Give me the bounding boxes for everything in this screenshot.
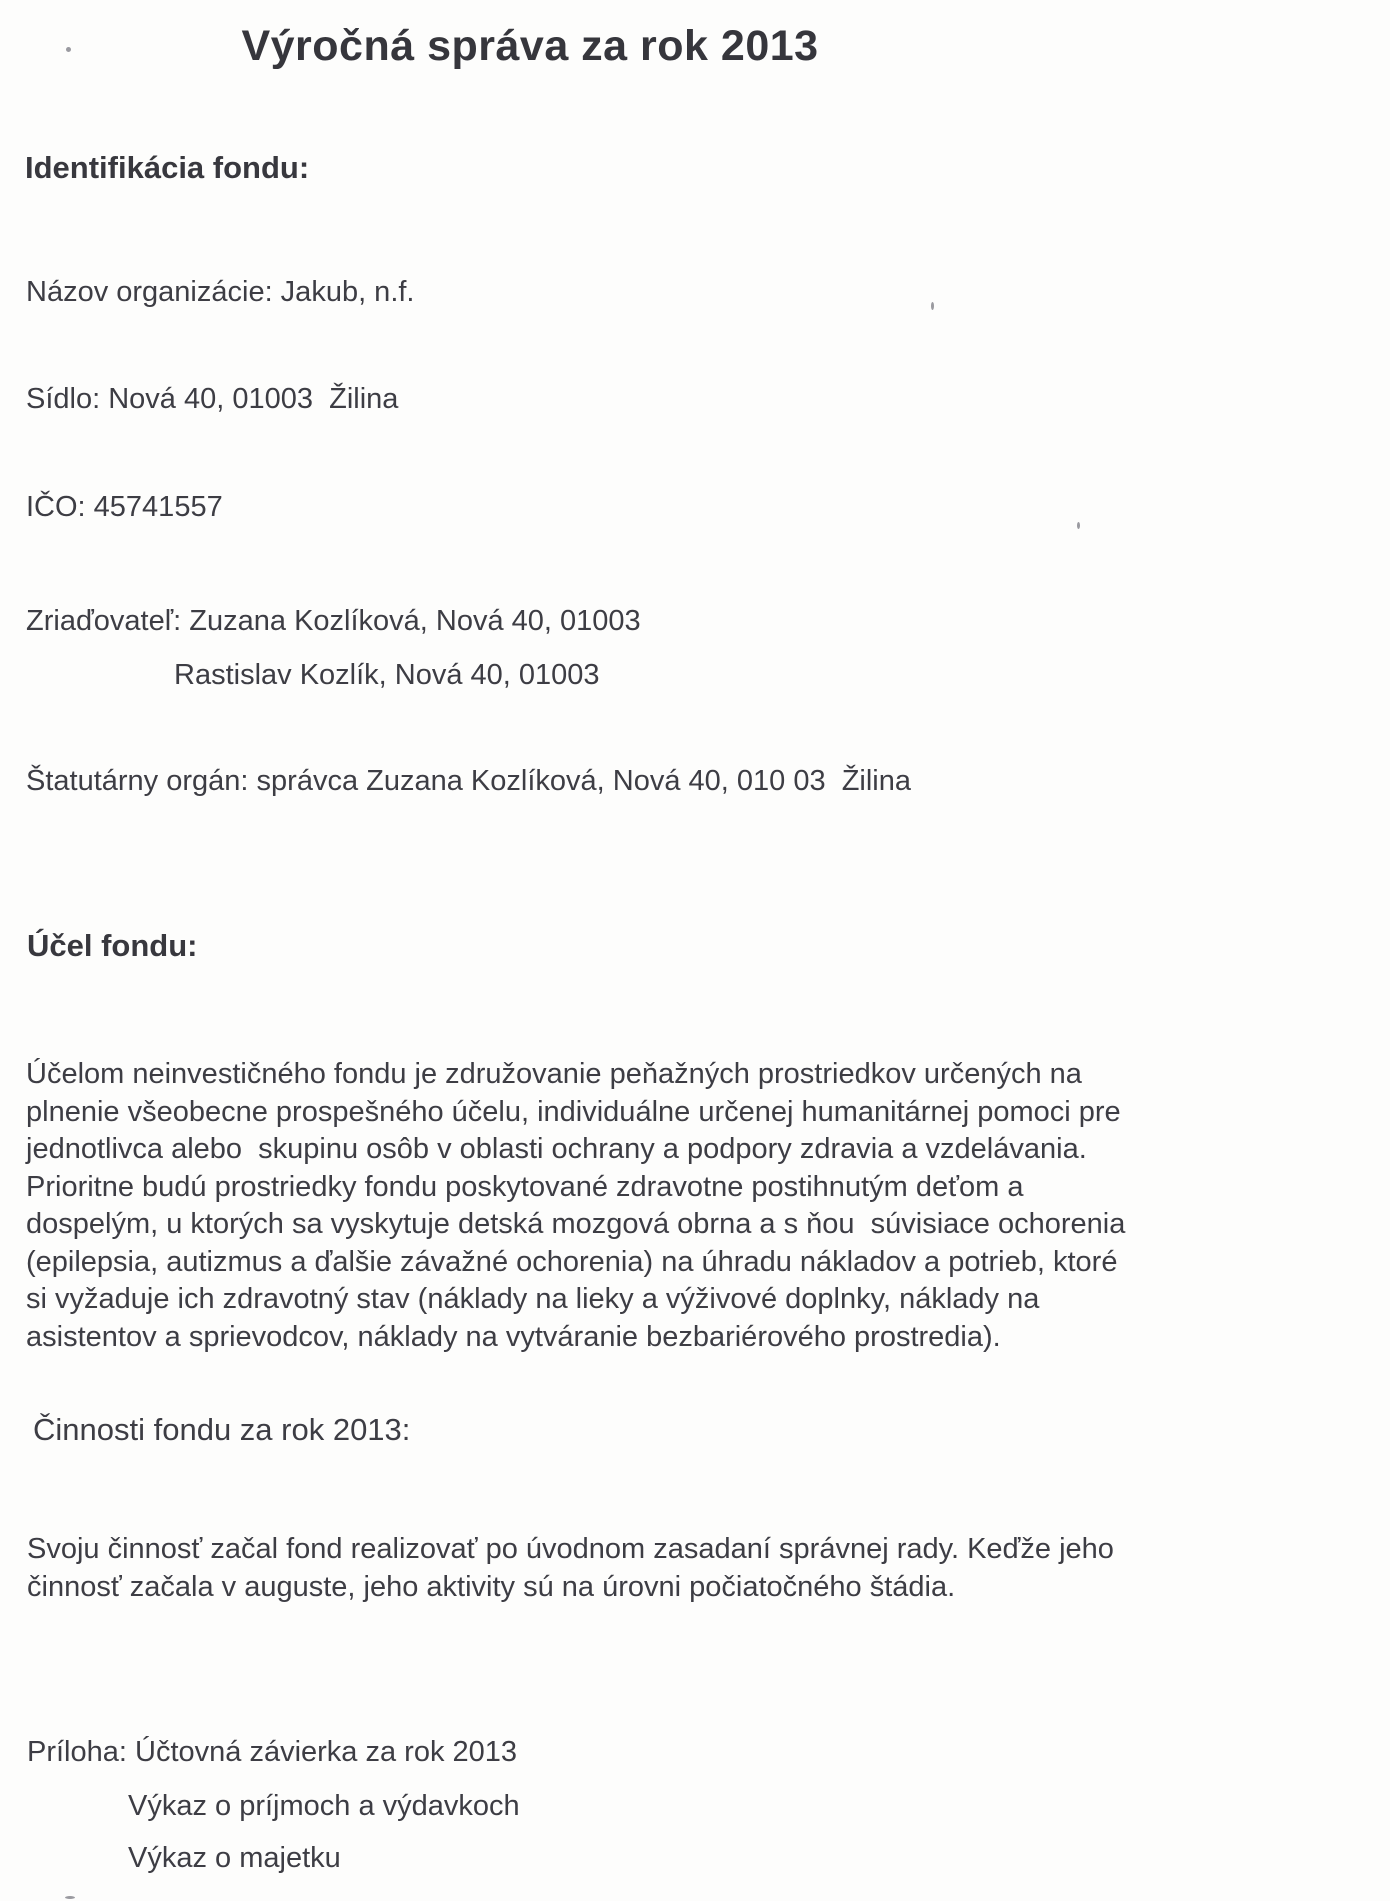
document-title: Výročná správa za rok 2013 <box>241 22 819 70</box>
activities-paragraph: Svoju činnosť začal fond realizovať po úvodnom zasadaní správnej rady. Keďže jeho činnosť začala v auguste, jeho aktivity sú na úrovni počiatočného štádia. <box>27 1533 1122 1603</box>
attachment-item-assets-statement: Výkaz o majetku <box>128 1842 341 1874</box>
purpose-paragraph: Účelom neinvestičného fondu je združovanie peňažných prostriedkov určených na plnenie všeobecne prospešného účelu, individuálne určenej humanitárnej pomoci pre jednotlivca alebo skupinu osôb v oblasti ochrany a podpory zdravia a vzdelávania. Prioritne budú prostriedky fondu poskytované zdravotne postihnutým deťom a dospelým, u ktorých sa vyskytuje detská mozgová obrna a s ňou súvisiace ochorenia (epilepsia, autizmus a ďalšie závažné ochorenia) na úhradu nákladov a potrieb, ktoré si vyžaduje ich zdravotný stav (náklady na lieky a výživové doplnky, náklady na asistentov a sprievodcov, náklady na vytváranie bezbariérového prostredia). <box>26 1058 1134 1353</box>
statutory-body-line: Štatutárny orgán: správca Zuzana Kozlíková, Nová 40, 010 03 Žilina <box>26 765 911 797</box>
scan-speck-artifact <box>66 47 71 52</box>
organization-name-line: Názov organizácie: Jakub, n.f. <box>26 276 415 308</box>
identification-heading: Identifikácia fondu: <box>25 150 310 185</box>
scan-speck-artifact <box>65 1896 75 1899</box>
activities-heading: Činnosti fondu za rok 2013: <box>33 1412 411 1447</box>
attachments-line: Príloha: Účtovná závierka za rok 2013 <box>27 1736 518 1768</box>
attachment-item-income-statement: Výkaz o príjmoch a výdavkoch <box>128 1790 520 1822</box>
registered-office-line: Sídlo: Nová 40, 01003 Žilina <box>26 383 399 415</box>
founder-line-2: Rastislav Kozlík, Nová 40, 01003 <box>174 659 600 691</box>
scan-speck-artifact <box>1077 522 1080 529</box>
purpose-heading: Účel fondu: <box>27 928 198 963</box>
founder-line-1: Zriaďovateľ: Zuzana Kozlíková, Nová 40, 01003 <box>26 605 641 637</box>
ico-line: IČO: 45741557 <box>26 491 223 523</box>
scan-speck-artifact <box>931 302 934 310</box>
